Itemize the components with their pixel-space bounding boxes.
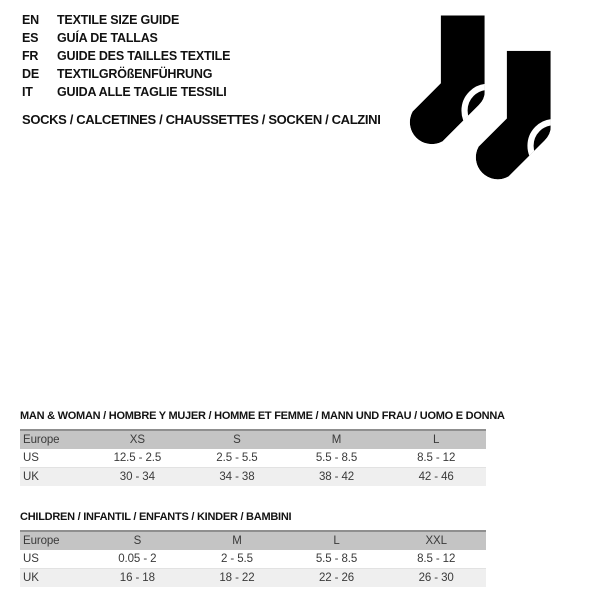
region-cell: UK [23,471,39,483]
language-label: GUIDE DES TAILLES TEXTILE [57,49,231,63]
size-table [20,429,486,486]
language-row [22,65,230,83]
column-header: Europe [23,535,60,547]
product-line: SOCKS / CALCETINES / CHAUSSETTES / SOCKEN / CALZINI [22,112,381,127]
column-header: S [133,535,142,547]
size-cell: 22 - 26 [318,572,355,584]
table-row [20,550,486,569]
size-cell: 26 - 30 [418,572,454,584]
table-header-row [20,531,486,550]
column-header: L [333,535,340,547]
table-row [20,449,486,468]
language-row [22,83,230,101]
language-code: FR [22,49,39,63]
column-header: XXL [425,535,447,547]
size-cell: 8.5 - 12 [417,553,456,565]
size-cell: 5.5 - 8.5 [315,452,358,464]
children-size-section [20,511,486,587]
size-cell: 42 - 46 [418,471,454,483]
language-code: IT [22,85,33,99]
size-cell: 34 - 38 [219,471,255,483]
language-label: TEXTILE SIZE GUIDE [57,13,180,27]
column-header: Europe [23,434,60,446]
size-cell: 30 - 34 [119,471,155,483]
sock-left-icon [410,16,512,145]
column-header: M [331,434,342,446]
size-cell: 12.5 - 2.5 [113,452,162,464]
column-header: L [433,434,440,446]
language-code: EN [22,13,39,27]
region-cell: US [23,553,39,565]
region-cell: US [23,452,39,464]
table-header-row [20,430,486,449]
language-list [22,11,230,101]
language-row [22,29,230,47]
column-header: S [233,434,241,446]
size-cell: 16 - 18 [119,572,155,584]
region-cell: UK [23,572,39,584]
size-cell: 5.5 - 8.5 [315,553,358,565]
man-woman-size-section [20,410,505,486]
size-cell: 8.5 - 12 [417,452,456,464]
language-label: TEXTILGRÖßENFÜHRUNG [57,67,213,81]
language-code: ES [22,31,39,45]
language-code: DE [22,67,39,81]
size-cell: 18 - 22 [219,572,255,584]
table-title: CHILDREN / INFANTIL / ENFANTS / KINDER / BAMBINI [20,511,292,523]
size-cell: 38 - 42 [318,471,355,483]
socks-icon [395,12,575,187]
language-row [22,47,230,65]
table-title: MAN & WOMAN / HOMBRE Y MUJER / HOMME ET FEMME / MANN UND FRAU / UOMO E DONNA [20,410,505,422]
size-cell: 2.5 - 5.5 [216,452,258,464]
size-cell: 0.05 - 2 [118,553,157,565]
column-header: M [232,535,242,547]
language-label: GUIDA ALLE TAGLIE TESSILI [57,85,227,99]
language-label: GUÍA DE TALLAS [57,31,158,45]
size-cell: 2 - 5.5 [221,553,253,565]
column-header: XS [129,434,145,446]
size-table [20,530,486,587]
language-row [22,11,230,29]
table-row [20,569,486,588]
sock-right-icon [476,51,575,180]
table-row [20,468,486,487]
